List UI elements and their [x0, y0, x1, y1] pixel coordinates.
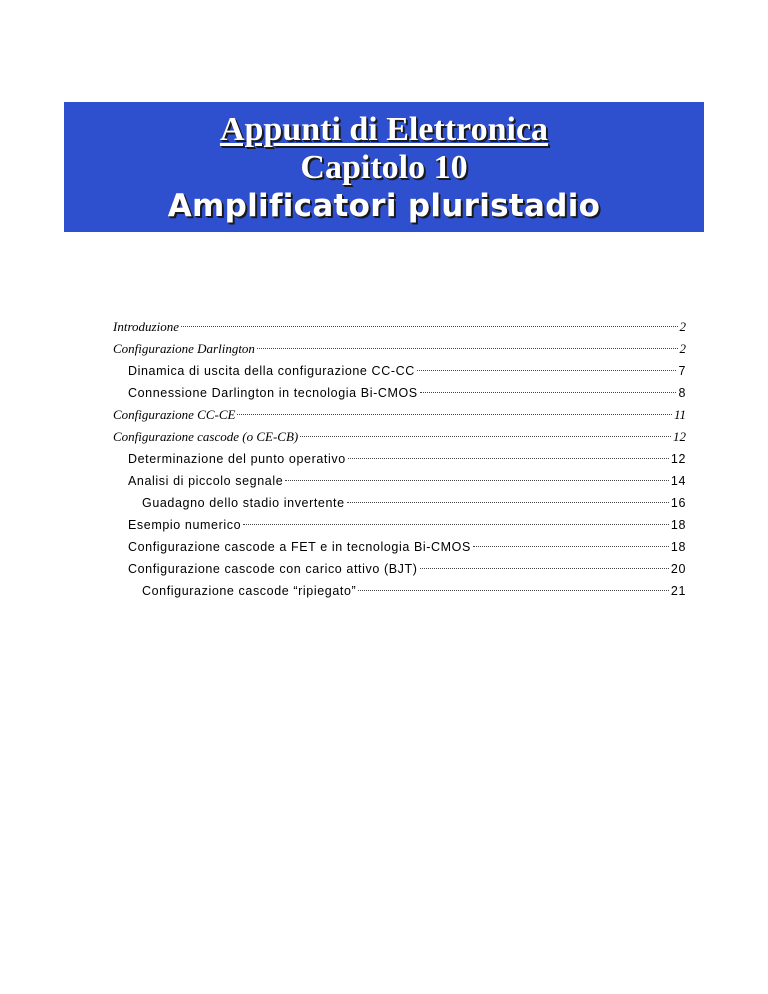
toc-leader: [300, 436, 671, 437]
toc-entry[interactable]: [113, 536, 686, 558]
toc-entry-label: Analisi di piccolo segnale: [128, 474, 284, 488]
toc-entry-label: Configurazione Darlington: [113, 341, 255, 356]
toc-entry-label: Esempio numerico: [128, 518, 242, 532]
toc-leader: [257, 348, 678, 349]
toc-leader: [237, 414, 672, 415]
toc-leader: [243, 524, 669, 525]
toc-entry[interactable]: [113, 558, 686, 580]
toc-entry-label: Determinazione del punto operativo: [128, 452, 346, 466]
toc-entry-page: 20: [670, 562, 686, 576]
toc-leader: [420, 568, 669, 569]
toc-entry-page: 16: [670, 496, 686, 510]
toc-entry-page: 7: [678, 364, 686, 378]
toc-entry[interactable]: [113, 580, 686, 602]
toc-entry-page: 11: [673, 407, 686, 422]
chapter-title: Amplificatori pluristadio: [167, 187, 601, 224]
toc-leader: [417, 370, 677, 371]
toc-entry-page: 8: [678, 386, 686, 400]
toc-entry-label: Configurazione cascode “ripiegato”: [142, 584, 357, 598]
toc-entry[interactable]: [113, 448, 686, 470]
toc-entry[interactable]: [113, 470, 686, 492]
toc-leader: [181, 326, 678, 327]
toc-entry-page: 18: [670, 540, 686, 554]
toc-entry-label: Connessione Darlington in tecnologia Bi-CMOS: [128, 386, 418, 400]
toc-entry[interactable]: [113, 514, 686, 536]
document-title: Appunti di Elettronica: [219, 110, 549, 148]
toc-entry-page: 12: [670, 452, 686, 466]
toc-entry-label: Dinamica di uscita della configurazione CC-CC: [128, 364, 415, 378]
title-banner: [64, 102, 704, 232]
toc-entry[interactable]: [113, 338, 686, 360]
toc-entry-label: Configurazione cascode (o CE-CB): [113, 429, 299, 444]
toc-leader: [473, 546, 669, 547]
toc-entry[interactable]: [113, 404, 686, 426]
toc-entry-page: 12: [673, 429, 686, 444]
toc-entry-page: 18: [670, 518, 686, 532]
toc-entry-label: Introduzione: [113, 319, 179, 334]
toc-entry[interactable]: [113, 426, 686, 448]
toc-entry[interactable]: [113, 492, 686, 514]
toc-leader: [347, 502, 669, 503]
toc-entry-page: 2: [679, 319, 686, 334]
toc-entry-label: Configurazione CC-CE: [113, 407, 236, 422]
toc-entry[interactable]: [113, 360, 686, 382]
toc-entry-page: 2: [679, 341, 686, 356]
toc-leader: [420, 392, 677, 393]
toc-entry-page: 21: [670, 584, 686, 598]
toc-entry-page: 14: [670, 474, 686, 488]
toc-leader: [358, 590, 669, 591]
toc-entry-label: Configurazione cascode con carico attivo (BJT): [128, 562, 418, 576]
toc-entry-label: Configurazione cascode a FET e in tecnologia Bi-CMOS: [128, 540, 471, 554]
toc-leader: [348, 458, 669, 459]
chapter-number: Capitolo 10: [300, 148, 468, 186]
toc-entry[interactable]: [113, 382, 686, 404]
toc-leader: [285, 480, 669, 481]
toc-entry-label: Guadagno dello stadio invertente: [142, 496, 345, 510]
toc-entry[interactable]: [113, 316, 686, 338]
table-of-contents: [113, 316, 686, 602]
